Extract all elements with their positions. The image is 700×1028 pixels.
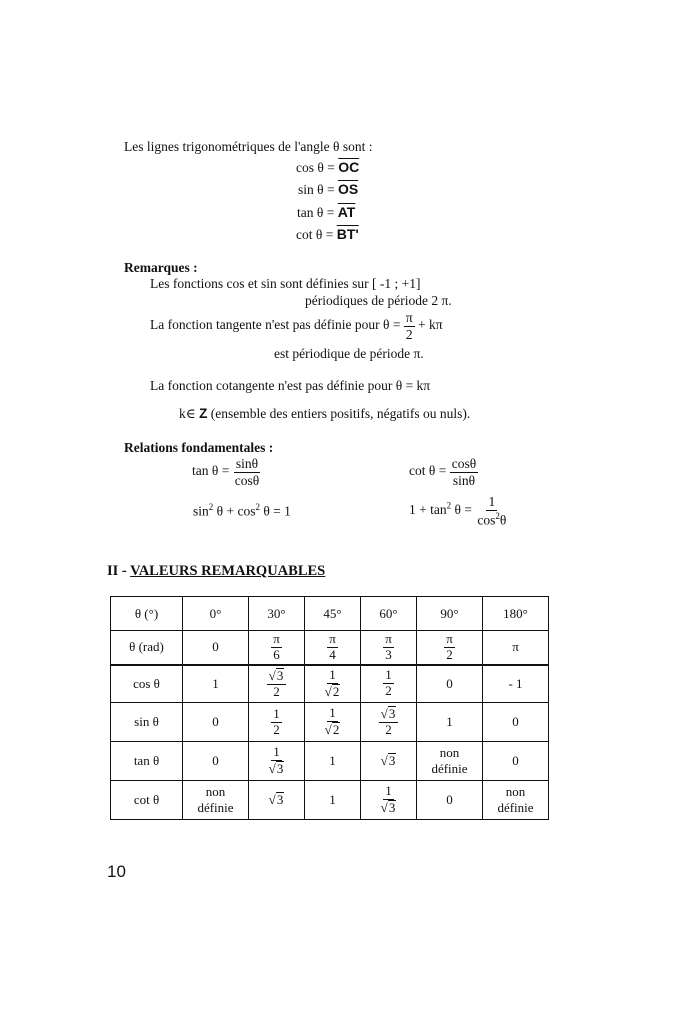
table-row-cos [111, 665, 549, 703]
remark-line-6: k∈ Z (ensemble des entiers positifs, négatifs ou nuls). [179, 406, 471, 421]
def-cot: cot θ = BT' [296, 226, 359, 242]
remarks-title: Remarques : [124, 260, 198, 275]
table-cell: $\frac{√3}{2}$ [361, 703, 417, 742]
table-cell: $\frac{1}{2}$ [361, 665, 417, 703]
table-cell: 1 [183, 665, 249, 703]
table-cell: $\frac{1}{√3}$ [249, 742, 305, 781]
def-cos: $\cos \theta = \overline{OC}$ [296, 159, 360, 175]
table-cell: 45° [305, 597, 361, 631]
table-cell: - 1 [483, 665, 549, 703]
table-cell: 0 [417, 781, 483, 820]
table-cell: non définie [417, 742, 483, 781]
remark-line-3: La fonction tangente n'est pas définie pour θ = $\frac{\pi}{2}$ + kπ [150, 310, 443, 342]
table-row-sin [111, 703, 549, 742]
table-cell: 1 [417, 703, 483, 742]
relation-tan-squared: $1 + \tan^2 \theta$ = $\frac{1}{\cos^2\theta}$ [409, 494, 507, 528]
table-cell: 0 [183, 703, 249, 742]
relations-title: Relations fondamentales : [124, 440, 274, 455]
table-row-tan [111, 742, 549, 781]
table-cell: non définie [483, 781, 549, 820]
table-cell: $\frac{1}{√2}$ [305, 703, 361, 742]
row-header: cot θ [111, 781, 183, 820]
def-tan: $\tan \theta = \overline{AT}$ [297, 204, 356, 220]
def-sin: $\sin \theta = \overline{OS}$ [298, 181, 359, 197]
table-cell: 0° [183, 597, 249, 631]
table-cell: 1 [305, 781, 361, 820]
remark-line-5: La fonction cotangente n'est pas définie pour θ = kπ [150, 378, 431, 393]
row-header: cos θ [111, 665, 183, 703]
relation-tan: tan θ = $\frac{\sin\theta}{\cos\theta}$ [192, 456, 260, 488]
table-cell: $\frac{\pi}{6}$ [249, 631, 305, 665]
page-number: 10 [107, 862, 126, 881]
table-cell: 0 [183, 742, 249, 781]
table-cell: $\frac{√3}{2}$ [249, 665, 305, 703]
remarkable-values-table [110, 596, 549, 820]
remark-line-1: Les fonctions cos et sin sont définies sur [ -1 ; +1] [150, 276, 421, 291]
table-cell: 0 [483, 742, 549, 781]
relation-cot: cot θ = $\frac{\cos\theta}{\sin\theta}$ [409, 456, 477, 488]
table-cell: √3 [249, 781, 305, 820]
remark-line-2: périodiques de période 2 π. [305, 293, 452, 308]
row-header: sin θ [111, 703, 183, 742]
table-cell: $\frac{1}{√3}$ [361, 781, 417, 820]
table-cell: 60° [361, 597, 417, 631]
table-cell: 0 [483, 703, 549, 742]
table-cell: $\frac{\pi}{3}$ [361, 631, 417, 665]
row-header: tan θ [111, 742, 183, 781]
intro-text: Les lignes trigonométriques de l'angle θ sont : [124, 139, 373, 154]
table-row-radians [111, 631, 549, 665]
row-header: θ (rad) [111, 631, 183, 665]
table-cell: 1 [305, 742, 361, 781]
remark-line-4: est périodique de période π. [274, 346, 424, 361]
table-row-cot [111, 781, 549, 820]
table-cell: 0 [183, 631, 249, 665]
table-row-degrees [111, 597, 549, 631]
table-cell: $\frac{\pi}{4}$ [305, 631, 361, 665]
table-cell: non définie [183, 781, 249, 820]
table-cell: π [483, 631, 549, 665]
table-cell: 30° [249, 597, 305, 631]
table-cell: 0 [417, 665, 483, 703]
relation-pythagoras: $\sin^2 \theta + \cos^2 \theta = 1$ [193, 502, 291, 519]
row-header: θ (°) [111, 597, 183, 631]
pi-over-2: $\frac{\pi}{2}$ [405, 310, 413, 342]
table-cell: 90° [417, 597, 483, 631]
table-cell: $\frac{1}{√2}$ [305, 665, 361, 703]
section-heading: II - VALEURS REMARQUABLES [107, 563, 326, 579]
table-cell: $\frac{1}{2}$ [249, 703, 305, 742]
table-cell: 180° [483, 597, 549, 631]
table-cell: √3 [361, 742, 417, 781]
table-cell: $\frac{\pi}{2}$ [417, 631, 483, 665]
